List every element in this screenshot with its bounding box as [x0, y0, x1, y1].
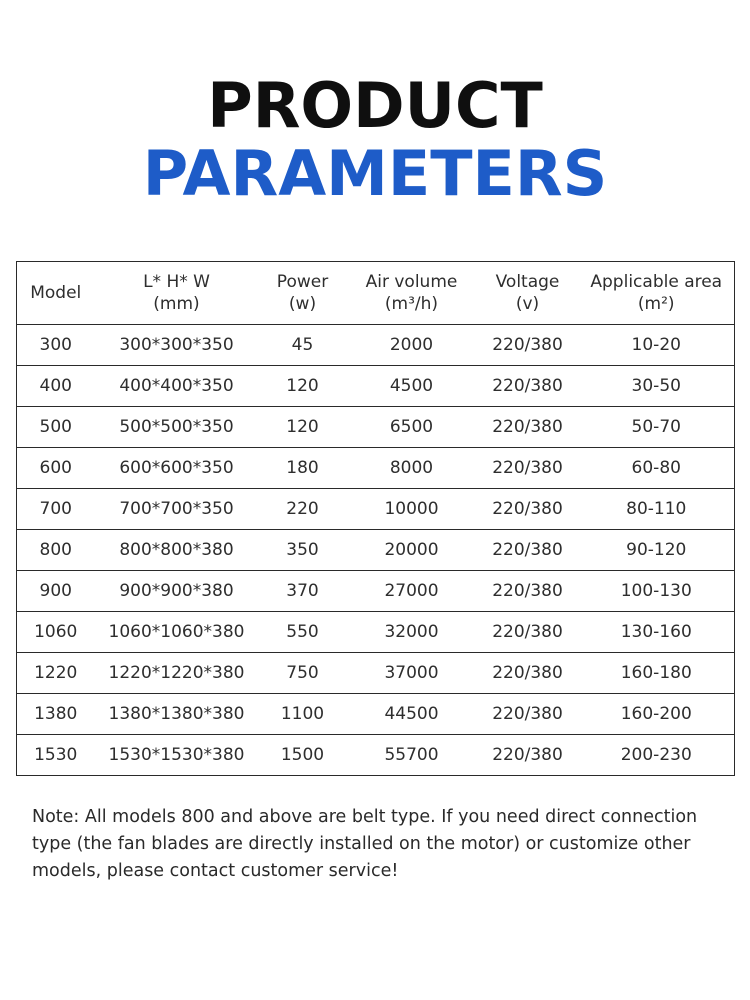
cell-model: 400 [17, 366, 95, 407]
note-text: Note: All models 800 and above are belt type. If you need direct connection type (the fan blades are directly installed on the motor) or customize other models, please contact customer service! [32, 807, 698, 881]
cell-air-volume: 20000 [347, 530, 477, 571]
header-applicable-area [579, 262, 735, 325]
header-model [17, 262, 95, 325]
cell-dimensions: 1380*1380*380 [95, 694, 259, 735]
cell-applicable-area: 30-50 [579, 366, 735, 407]
cell-voltage: 220/380 [477, 325, 579, 366]
title-product: PRODUCT [207, 69, 543, 142]
cell-model: 1530 [17, 735, 95, 776]
cell-dimensions: 1060*1060*380 [95, 612, 259, 653]
table-row [17, 612, 735, 653]
cell-applicable-area: 130-160 [579, 612, 735, 653]
cell-model: 900 [17, 571, 95, 612]
cell-dimensions: 500*500*350 [95, 407, 259, 448]
cell-dimensions: 1530*1530*380 [95, 735, 259, 776]
cell-applicable-area: 90-120 [579, 530, 735, 571]
header-model-label: Model [30, 283, 82, 303]
cell-power: 120 [259, 366, 347, 407]
parameters-table [16, 261, 735, 776]
cell-power: 45 [259, 325, 347, 366]
cell-model: 1220 [17, 653, 95, 694]
header-dimensions-unit: (mm) [153, 294, 200, 314]
table-row [17, 366, 735, 407]
cell-model: 1380 [17, 694, 95, 735]
cell-power: 120 [259, 407, 347, 448]
cell-air-volume: 4500 [347, 366, 477, 407]
cell-power: 1500 [259, 735, 347, 776]
cell-dimensions: 800*800*380 [95, 530, 259, 571]
cell-power: 220 [259, 489, 347, 530]
cell-air-volume: 2000 [347, 325, 477, 366]
table-row [17, 325, 735, 366]
header-voltage-label: Voltage [495, 272, 560, 292]
cell-dimensions: 600*600*350 [95, 448, 259, 489]
cell-voltage: 220/380 [477, 448, 579, 489]
cell-air-volume: 6500 [347, 407, 477, 448]
header-applicable-area-label: Applicable area [590, 272, 723, 292]
header-power [259, 262, 347, 325]
cell-voltage: 220/380 [477, 489, 579, 530]
header-air-volume [347, 262, 477, 325]
cell-power: 1100 [259, 694, 347, 735]
title-parameters: PARAMETERS [142, 137, 608, 210]
cell-voltage: 220/380 [477, 366, 579, 407]
cell-model: 1060 [17, 612, 95, 653]
cell-voltage: 220/380 [477, 612, 579, 653]
header-voltage-unit: (v) [515, 294, 540, 314]
cell-applicable-area: 80-110 [579, 489, 735, 530]
table-row [17, 448, 735, 489]
header-applicable-area-unit: (m²) [637, 294, 675, 314]
cell-model: 800 [17, 530, 95, 571]
cell-applicable-area: 100-130 [579, 571, 735, 612]
table-row [17, 571, 735, 612]
cell-applicable-area: 200-230 [579, 735, 735, 776]
cell-applicable-area: 10-20 [579, 325, 735, 366]
cell-power: 370 [259, 571, 347, 612]
cell-dimensions: 900*900*380 [95, 571, 259, 612]
table-header-row [17, 262, 735, 325]
table-row [17, 489, 735, 530]
table-row [17, 530, 735, 571]
header-voltage [477, 262, 579, 325]
header-power-label: Power [276, 272, 329, 292]
cell-applicable-area: 50-70 [579, 407, 735, 448]
cell-applicable-area: 160-180 [579, 653, 735, 694]
cell-dimensions: 300*300*350 [95, 325, 259, 366]
cell-voltage: 220/380 [477, 653, 579, 694]
header-air-volume-label: Air volume [365, 272, 458, 292]
cell-voltage: 220/380 [477, 571, 579, 612]
cell-model: 600 [17, 448, 95, 489]
table-row [17, 694, 735, 735]
cell-voltage: 220/380 [477, 407, 579, 448]
cell-air-volume: 27000 [347, 571, 477, 612]
header-dimensions [95, 262, 259, 325]
cell-model: 300 [17, 325, 95, 366]
cell-air-volume: 10000 [347, 489, 477, 530]
cell-power: 350 [259, 530, 347, 571]
cell-power: 750 [259, 653, 347, 694]
cell-air-volume: 32000 [347, 612, 477, 653]
table-row [17, 735, 735, 776]
table-row [17, 407, 735, 448]
cell-model: 500 [17, 407, 95, 448]
cell-dimensions: 1220*1220*380 [95, 653, 259, 694]
header-dimensions-label: L* H* W [143, 272, 210, 292]
table-row [17, 653, 735, 694]
cell-applicable-area: 60-80 [579, 448, 735, 489]
header-air-volume-unit: (m³/h) [384, 294, 439, 314]
cell-air-volume: 55700 [347, 735, 477, 776]
cell-voltage: 220/380 [477, 530, 579, 571]
cell-air-volume: 8000 [347, 448, 477, 489]
cell-dimensions: 400*400*350 [95, 366, 259, 407]
cell-voltage: 220/380 [477, 735, 579, 776]
cell-dimensions: 700*700*350 [95, 489, 259, 530]
cell-voltage: 220/380 [477, 694, 579, 735]
cell-power: 180 [259, 448, 347, 489]
cell-model: 700 [17, 489, 95, 530]
cell-air-volume: 37000 [347, 653, 477, 694]
header-power-unit: (w) [288, 294, 317, 314]
cell-air-volume: 44500 [347, 694, 477, 735]
cell-power: 550 [259, 612, 347, 653]
cell-applicable-area: 160-200 [579, 694, 735, 735]
